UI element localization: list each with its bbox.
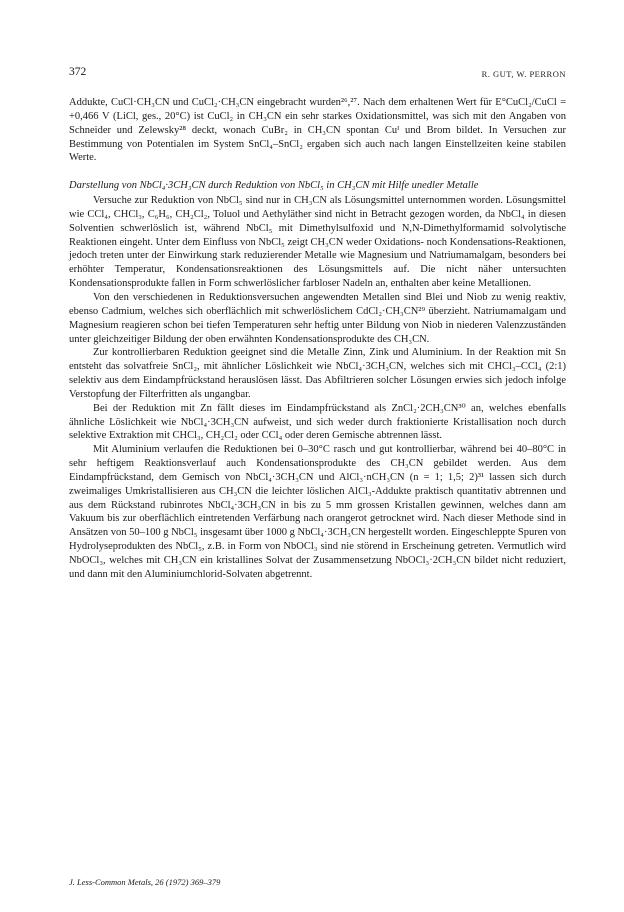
section-heading: Darstellung von NbCl₄·3CH₃CN durch Reduktion von NbCl₅ in CH₃CN mit Hilfe unedler Metalle bbox=[69, 180, 479, 192]
paragraph: Mit Aluminium verlaufen die Reduktionen bei 0–30°C rasch und gut kontrollierbar, während bei 40–80°C in sehr heftigem Reaktionsverlauf auch Kondensationsprodukte des CH₃CN gebildet werden. Aus dem Eindampfrückstand, dem Gemisch von NbCl₄·3CH₃CN und AlCl₃·nCH₃CN (n = 1; 1,5; 2)³¹ lassen sich durch zweimaliges Umkristallisieren aus CH₃CN die leichter löslichen AlCl₃-Addukte praktisch quantitativ abtrennen und aus dem Rückstand rubinrotes NbCl₄·3CH₃CN in bis zu 5 mm grossen Kristallen gewinnen, welches dann am Vakuum bis zur oberflächlich eintretenden Verfärbung nach orangerot getrocknet wird. Nach dieser Methode sind in Ansätzen von 50–100 g NbCl₅ insgesamt über 1000 g NbCl₄·3CH₃CN hergestellt worden. Eingeschleppte Spuren von Hydrolyseprodukten des NbCl₅, z.B. in Form von NbOCl₃ sind nie störend in Erscheinung getreten. Vermutlich wird NbOCl₃, welches mit CH₃CN ein kristallines Solvat der Zusammensetzung NbOCl₃·2CH₃CN bildet nicht reduziert, und dann mit den Aluminiumchlorid-Solvaten abgetrennt. bbox=[69, 444, 566, 580]
running-head: R. GUT, W. PERRON bbox=[481, 69, 566, 79]
page-number: 372 bbox=[69, 66, 87, 78]
journal-citation: J. Less-Common Metals, 26 (1972) 369–379 bbox=[69, 877, 221, 887]
paragraph-continuation: Addukte, CuCl·CH₃CN und CuCl₂·CH₃CN eingebracht wurden²⁶,²⁷. Nach dem erhaltenen Wert für E°CuCl₂/CuCl = +0,466 V (LiCl, ges., 20°C) ist CuCl₂ in CH₃CN ein sehr starkes Oxidationsmittel, was sich mit den Angaben von Schneider und Zelewsky²⁸ deckt, wonach CuBr₂ in CH₃CN spontan Cuᴵ und Brom bildet. In Versuchen zur Bestimmung von Potentialen im System SnCl₄–SnCl₂ ergaben sich auch nach langen Einstellzeiten keine stabilen Werte. bbox=[69, 97, 566, 164]
paragraph: Von den verschiedenen in Reduktionsversuchen angewendten Metallen sind Blei und Niob zu wenig reaktiv, ebenso Cadmium, welches sich oberflächlich mit schwerlöslichem CdCl₂·CH₃CN²⁹ überzieht. Natriumamalgam und Magnesium reagieren schon bei tiefen Temperaturen sehr heftig unter Bildung von Niob in niederen Valenzzuständen unter gleichzeitiger Bildung der oben erwähnten Kondensationsprodukte des CH₃CN. bbox=[69, 291, 566, 345]
paragraph: Bei der Reduktion mit Zn fällt dieses im Eindampfrückstand als ZnCl₂·2CH₃CN³⁰ an, welches ebenfalls ähnliche Löslichkeit wie NbCl₄·3CH₃CN aufweist, und sich weder durch fraktionierte Kristallisation noch durch selektive Extraktion mit CHCl₃, CH₂Cl₂ oder CCl₄ oder deren Gemische abtrennen lässt. bbox=[69, 402, 566, 442]
paragraph: Zur kontrollierbaren Reduktion geeignet sind die Metalle Zinn, Zink und Aluminium. In der Reaktion mit Sn entsteht das solvatfreie SnCl₂, mit ähnlicher Löslichkeit wie NbCl₄·3CH₃CN, welches sich mit CHCl₃–CCl₄ (2:1) selektiv aus dem Eindampfrückstand herauslösen lässt. Das Abfiltrieren solcher Lösungen erwies sich jedoch infolge Verstopfung der Filterfritten als ungangbar. bbox=[69, 347, 566, 400]
article-body bbox=[69, 96, 566, 582]
paragraph: Versuche zur Reduktion von NbCl₅ sind nur in CH₃CN als Lösungsmittel unternommen worden. Lösungsmittel wie CCl₄, CHCl₃, C₆H₆, CH₂Cl₂, Toluol und Aethyläther sind nicht in Betracht gezogen worden, da NbCl₄ in diesen Solventien schwerlöslich ist, während NbCl₅ mit Dimethylsulfoxid und N,N-Dimethylformamid solvolytische Reaktionen eingeht. Unter dem Einfluss von NbCl₅ zeigt CH₃CN weder Oxidations- noch Kondensations-Reaktionen, jedoch treten unter der Einwirkung stark reduzierender Metalle wie Magnesium und Natriumamalgam, besonders bei erhöhter Temperatur, Kondensationsreaktionen des Lösungsmittels auf. Die nicht näher untersuchten Kondensationsprodukte fallen in Form schwerlöslicher farbloser Nadeln an, enthalten aber keine Metallionen. bbox=[69, 195, 566, 290]
